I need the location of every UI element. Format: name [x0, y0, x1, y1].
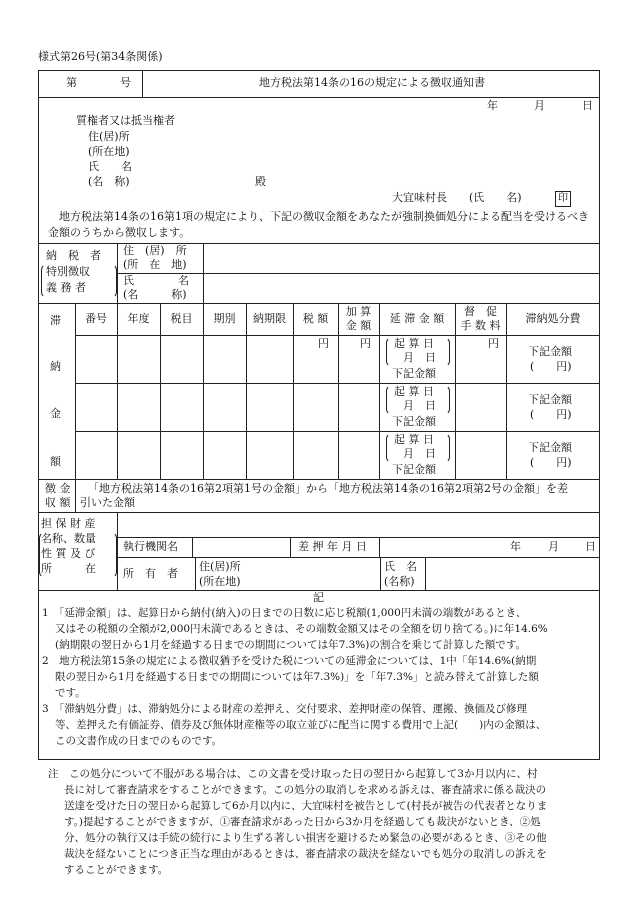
- col-tax-item: 税目: [170, 312, 193, 325]
- footnote-line-4: す。)提起することができますが、①審査請求があった日から3か月を経過しても裁決がないとき、②処: [64, 816, 541, 828]
- divider: [38, 512, 600, 513]
- divider: [75, 335, 600, 336]
- divider: [75, 479, 76, 512]
- below-amount-label: 下記金額: [392, 367, 436, 380]
- divider: [117, 557, 600, 558]
- below-amount-label: 下記金額: [392, 415, 436, 428]
- obligor-label: 義 務 者: [46, 281, 86, 294]
- seizure-date-label: 差 押 年 月 日: [298, 540, 367, 553]
- divider: [290, 537, 291, 557]
- month-day-label: 月 日: [403, 399, 436, 412]
- collateral-label-4: 所 在: [41, 562, 96, 575]
- seizure-month-label: 月: [548, 540, 559, 553]
- form-number: 様式第26号(第34条関係): [38, 50, 163, 63]
- divider: [117, 537, 600, 538]
- intro-text: 地方税法第14条の16第1項の規定により、下記の徴収金額をあなたが強制換価処分による配当を受けるべき金額のうちから徴収します。: [48, 210, 589, 239]
- owner-label: 所 有 者: [123, 567, 178, 580]
- document-title: 地方税法第14条の16の規定による徴収通知書: [259, 76, 485, 89]
- addressee-location-label: (所在地): [88, 145, 130, 158]
- addressee-title: 質権者又は抵当権者: [76, 114, 175, 127]
- collection-text-1: 「地方税法第14条の16第2項第1号の金額」から「地方税法第14条の16第2項第2号の金額」を差: [88, 482, 568, 495]
- addressee-name-label: 氏 名: [88, 160, 132, 173]
- divider: [38, 303, 600, 304]
- start-date-label: 起 算 日: [394, 433, 434, 446]
- divider: [380, 557, 381, 590]
- divider: [195, 557, 196, 590]
- date-year-label: 年: [487, 99, 498, 112]
- note-1-line-2: 又はその税額の全額が2,000円未満であるときは、その端数金額又はその全額を切り捨てる。)に年14.6%: [55, 623, 548, 635]
- footnote-line-3: 送達を受けた日の翌日から起算して6か月以内に、大宜味村を被告として(村長が被告の代表者となりま: [64, 800, 548, 812]
- divider: [192, 537, 193, 557]
- owner-corp-name-label: (名称): [384, 575, 415, 588]
- col-number: 番号: [85, 312, 107, 325]
- col-late-fee: 延 滞 金 額: [389, 312, 445, 325]
- note-2-line-1: 2 地方税法第15条の規定による徴収猶予を受けた税についての延滞金については、1中「年14.6%(納期: [42, 655, 537, 667]
- month-day-label: 月 日: [403, 447, 436, 460]
- collection-label-1: 徴 金: [45, 482, 71, 495]
- col-additional-amount: 金 額: [345, 319, 372, 332]
- col-due-date: 納期限: [253, 312, 286, 325]
- taxpayer-location-label: (所 在 地): [123, 258, 187, 271]
- col-disposition-cost: 滞納処分費: [525, 312, 581, 325]
- seizure-day-label: 日: [585, 540, 596, 553]
- footnote-line-2: 長に対して審査請求をすることができます。この処分の取消しを求める訴えは、審査請求に係る裁決の: [64, 784, 547, 796]
- start-date-label: 起 算 日: [394, 337, 434, 350]
- collateral-label-1: 担 保 財 産: [41, 517, 96, 530]
- month-day-label: 月 日: [403, 351, 436, 364]
- divider: [160, 303, 161, 479]
- note-3-line-1: 3 「滞納処分費」は、滞納処分による財産の差押え、交付要求、差押財産の保管、運搬、換価及び修理: [42, 703, 528, 715]
- taxpayer-name-label: 氏 名: [123, 274, 189, 287]
- col-tax-amount: 税 額: [302, 312, 329, 325]
- divider: [293, 303, 294, 479]
- note-1-line-3: (納期限の翌日から1月を経過する日までの期間については年7.3%)の割合を乗じて計算した額です。: [55, 639, 526, 651]
- side-label-4: 額: [50, 455, 61, 468]
- divider: [75, 303, 76, 479]
- below-amount-label: 下記金額: [528, 393, 572, 406]
- seizure-year-label: 年: [510, 540, 521, 553]
- col-additional: 加 算: [345, 305, 372, 318]
- owner-address-label: 住(居)所: [199, 560, 241, 573]
- side-label-1: 滞: [50, 314, 61, 327]
- collateral-label-3: 性 質 及 び: [41, 547, 96, 560]
- addressee-address-label: 住(居)所: [88, 130, 130, 143]
- owner-location-label: (所在地): [199, 575, 241, 588]
- divider: [425, 557, 426, 590]
- date-month-label: 月: [534, 99, 545, 112]
- yen-unit: 円: [318, 337, 329, 350]
- bracket: [39, 532, 117, 578]
- divider: [379, 537, 380, 557]
- divider: [75, 383, 600, 384]
- below-amount-label: 下記金額: [528, 441, 572, 454]
- note-1-line-1: 1 「延滞金額」は、起算日から納付(納入)の日までの日数に応じ税額(1,000円未満の端数があるとき、: [42, 607, 527, 619]
- taxpayer-corp-name-label: (名 称): [123, 288, 187, 301]
- special-collector-label: 特別徴収: [46, 265, 90, 278]
- addressee-corp-name-label: (名 称): [88, 175, 130, 188]
- divider: [75, 431, 600, 432]
- taxpayer-label: 納 税 者: [46, 249, 101, 262]
- divider: [142, 70, 143, 97]
- divider: [203, 303, 204, 479]
- yen-parenthesis: ( 円): [530, 408, 572, 421]
- side-label-2: 納: [50, 360, 61, 373]
- col-year: 年度: [127, 312, 150, 325]
- agency-label: 執行機関名: [123, 540, 178, 553]
- yen-parenthesis: ( 円): [530, 456, 572, 469]
- col-reminder: 督 促: [464, 305, 497, 318]
- start-date-label: 起 算 日: [394, 385, 434, 398]
- note-2-line-3: です。: [55, 687, 86, 699]
- issuer-mayor: 大宜味村長 (氏 名): [392, 191, 522, 204]
- below-amount-label: 下記金額: [528, 345, 572, 358]
- number-label-go: 号: [120, 76, 131, 89]
- divider: [246, 303, 247, 479]
- footnote-line-7: することができます。: [64, 864, 169, 876]
- number-label-dai: 第: [66, 76, 77, 89]
- divider: [117, 273, 600, 274]
- collection-text-2: 引いた金額: [80, 496, 135, 509]
- taxpayer-address-label: 住 (居) 所: [123, 244, 187, 257]
- yen-unit: 円: [360, 337, 371, 350]
- bracket: [41, 264, 117, 298]
- note-3-line-2: 等、差押えた有価証券、債券及び無体財産権等の取立並びに配当に関する費用で上記( )内の金額は、: [55, 719, 547, 731]
- yen-parenthesis: ( 円): [530, 360, 572, 373]
- note-2-line-2: 限の翌日から1月を経過する日までの期間については年7.3%)」を「年7.3%」と読み替えて計算した額: [55, 671, 539, 683]
- collection-label-2: 収 額: [45, 496, 71, 509]
- note-3-line-3: この文書作成の日までのものです。: [55, 735, 223, 747]
- divider: [38, 97, 600, 98]
- divider: [38, 479, 600, 480]
- owner-name-label: 氏 名: [384, 560, 417, 573]
- yen-unit: 円: [488, 337, 499, 350]
- below-amount-label: 下記金額: [392, 463, 436, 476]
- honorific-tono: 殿: [255, 175, 266, 188]
- divider: [117, 512, 118, 590]
- divider: [379, 303, 380, 479]
- notes-heading: 記: [313, 591, 324, 604]
- date-day-label: 日: [582, 99, 593, 112]
- divider: [506, 303, 507, 479]
- footnote-line-5: 分、処分の執行又は手続の続行により生ずる著しい損害を避けるため緊急の必要があるとき、③その他: [64, 832, 547, 844]
- side-label-3: 金: [50, 407, 61, 420]
- col-fee: 手 数 料: [460, 319, 501, 332]
- footnote-line-6: 裁決を経ないことにつき正当な理由があるときは、審査請求の裁決を経ないでも処分の取消しの訴えを: [64, 848, 547, 860]
- collateral-label-2: 名称、数量: [41, 532, 96, 545]
- footnote-line-1: 注 この処分について不服がある場合は、この文書を受け取った日の翌日から起算して3か月以内に、村: [48, 768, 538, 780]
- seal-mark: 印: [555, 191, 571, 207]
- col-period: 期別: [213, 312, 236, 325]
- divider: [117, 303, 118, 479]
